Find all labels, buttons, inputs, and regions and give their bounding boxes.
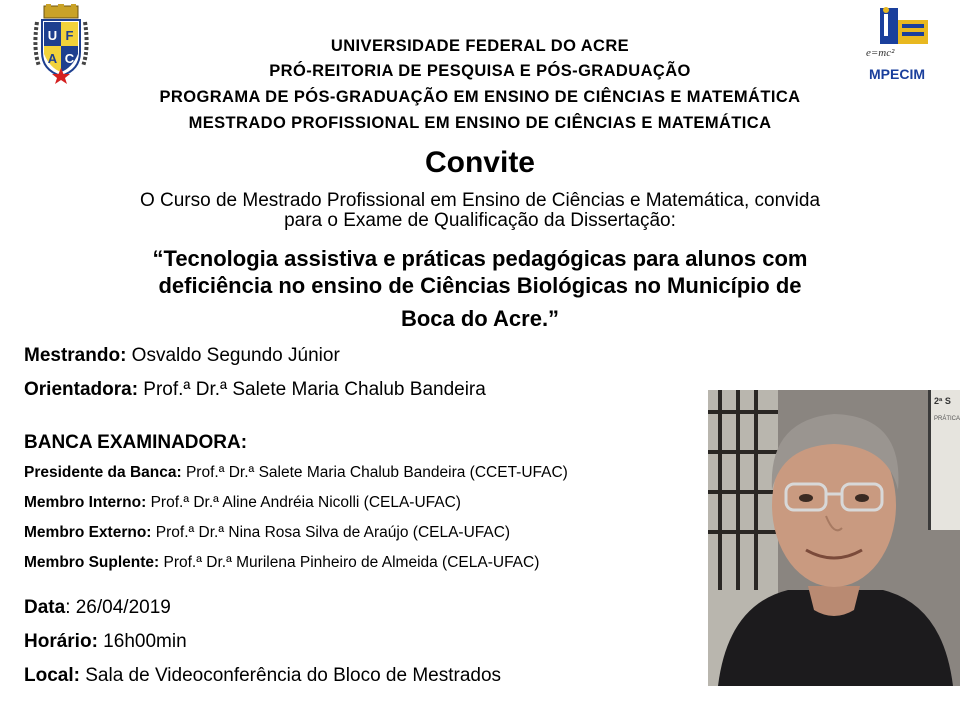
date-label: Data bbox=[24, 597, 66, 618]
header-line-1: UNIVERSIDADE FEDERAL DO ACRE bbox=[330, 37, 630, 55]
svg-text:C: C bbox=[64, 51, 75, 66]
header-line-2: PRÓ-REITORIA DE PESQUISA E PÓS-GRADUAÇÃO bbox=[269, 62, 691, 80]
page-title: Convite bbox=[424, 146, 535, 179]
time-value: 16h00min bbox=[97, 631, 187, 652]
student-row bbox=[24, 345, 340, 367]
svg-text:A: A bbox=[47, 51, 58, 66]
board-member-name: Prof.ª Dr.ª Aline Andréia Nicolli (CELA-UFAC) bbox=[146, 494, 461, 511]
header-line-4: MESTRADO PROFISSIONAL EM ENSINO DE CIÊNCIAS E MATEMÁTICA bbox=[188, 114, 772, 132]
thesis-title-line-3: Boca do Acre.” bbox=[400, 306, 560, 331]
board-member-label: Membro Externo: bbox=[24, 524, 152, 541]
board-member-name: Prof.ª Dr.ª Nina Rosa Silva de Araújo (CELA-UFAC) bbox=[151, 524, 511, 541]
board-member-name: Prof.ª Dr.ª Salete Maria Chalub Bandeira (CCET-UFAC) bbox=[181, 464, 568, 481]
intro-line-2: para o Exame de Qualificação da Dissertação: bbox=[284, 210, 676, 231]
advisor-label: Orientadora: bbox=[24, 379, 139, 400]
board-member-substitute bbox=[24, 554, 539, 572]
thesis-title-line-1: “Tecnologia assistiva e práticas pedagógicas para alunos com bbox=[152, 246, 808, 271]
place-value: Sala de Videoconferência do Bloco de Mestrados bbox=[79, 665, 502, 686]
time-row bbox=[24, 631, 187, 653]
board-member-president bbox=[24, 464, 568, 482]
place-row bbox=[24, 665, 501, 687]
thesis-title-line-2: deficiência no ensino de Ciências Biológicas no Município de bbox=[158, 273, 802, 298]
advisor-row bbox=[24, 379, 486, 401]
board-member-label: Presidente da Banca: bbox=[24, 464, 182, 481]
svg-text:2ª S: 2ª S bbox=[934, 396, 951, 406]
time-label: Horário: bbox=[24, 631, 98, 652]
header-line-3: PROGRAMA DE PÓS-GRADUAÇÃO EM ENSINO DE CIÊNCIAS E MATEMÁTICA bbox=[159, 88, 801, 106]
board-member-name: Prof.ª Dr.ª Murilena Pinheiro de Almeida (CELA-UFAC) bbox=[159, 554, 540, 571]
intro-line-1: O Curso de Mestrado Profissional em Ensino de Ciências e Matemática, convida bbox=[139, 190, 821, 211]
place-label: Local: bbox=[24, 665, 80, 686]
date-value: : 26/04/2019 bbox=[65, 597, 171, 618]
mpecim-label: MPECIM bbox=[869, 66, 925, 82]
board-heading: BANCA EXAMINADORA: bbox=[24, 432, 248, 453]
advisor-name: Prof.ª Dr.ª Salete Maria Chalub Bandeira bbox=[138, 379, 486, 400]
candidate-photo bbox=[708, 390, 960, 686]
svg-text:PRÁTICA: PRÁTICA bbox=[934, 416, 960, 422]
board-member-external bbox=[24, 524, 510, 542]
svg-text:e=mc²: e=mc² bbox=[866, 47, 895, 59]
svg-text:U: U bbox=[47, 28, 58, 43]
board-member-internal bbox=[24, 494, 461, 512]
board-member-label: Membro Suplente: bbox=[24, 554, 160, 571]
svg-text:F: F bbox=[65, 28, 74, 43]
date-row bbox=[24, 597, 171, 619]
board-member-label: Membro Interno: bbox=[24, 494, 147, 511]
student-label: Mestrando: bbox=[24, 345, 127, 366]
student-name: Osvaldo Segundo Júnior bbox=[126, 345, 340, 366]
